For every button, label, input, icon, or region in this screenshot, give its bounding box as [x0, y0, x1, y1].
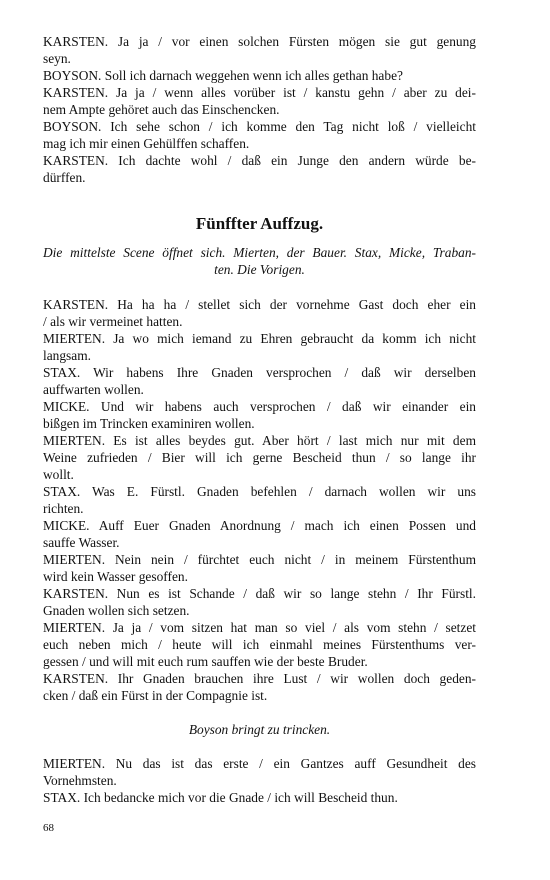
speech-line: KARSTEN. Ich dachte wohl / daß ein Junge den andern würde be- [43, 153, 476, 168]
speech [43, 364, 476, 398]
speech-line: KARSTEN. Ja ja / vor einen solchen Fürsten mögen sie gut genung [43, 34, 476, 49]
speech-line: nem Ampte gehöret auch das Einschencken. [43, 102, 280, 117]
speech-line: STAX. Was E. Fürstl. Gnaden befehlen / darnach wollen wir uns [43, 484, 476, 499]
speech-line: MICKE. Und wir habens auch versprochen / daß wir einander ein [43, 399, 476, 414]
speech-line: richten. [43, 501, 84, 516]
speech-line: wird kein Wasser gesoffen. [43, 569, 188, 584]
speech-line: BOYSON. Soll ich darnach weggehen wenn ich alles gethan habe? [43, 68, 403, 83]
speech-line: dürffen. [43, 170, 86, 185]
speech [43, 585, 476, 619]
speech-line: MIERTEN. Ja wo mich iemand zu Ehren gebraucht da komm ich nicht [43, 331, 476, 346]
speech-line: Weine zufrieden / Bier will ich gerne Bescheid thun / so lange ihr [43, 450, 476, 465]
speech-line: Vornehmsten. [43, 773, 117, 788]
stage-direction: Boyson bringt zu trincken. [188, 722, 331, 737]
speech [43, 152, 476, 186]
dialogue-before-act [43, 33, 476, 186]
speech-line: KARSTEN. Ja ja / wenn alles vorüber ist / kanstu gehn / aber zu dei- [43, 85, 476, 100]
speech [43, 398, 476, 432]
speech [43, 330, 476, 364]
speech-line: euch neben mich / heute will ich einmahl meines Fürstenthums ver- [43, 637, 476, 652]
speech-line: seyn. [43, 51, 71, 66]
speech [43, 432, 476, 483]
act-title: Fünffter Auffzug. [195, 214, 324, 233]
speech-line: bißgen im Trincken examiniren wollen. [43, 416, 255, 431]
speech-line: MIERTEN. Es ist alles beydes gut. Aber hört / last mich nur mit dem [43, 433, 476, 448]
speech-line: MIERTEN. Nein nein / fürchtet euch nicht / in meinem Fürstenthum [43, 552, 476, 567]
stage-direction-line: Die mittelste Scene öffnet sich. Mierten, der Bauer. Stax, Micke, Traban- [43, 245, 476, 260]
page-number: 68 [43, 822, 54, 834]
speech-line: langsam. [43, 348, 91, 363]
speech [43, 551, 476, 585]
speech-line: STAX. Ich bedancke mich vor die Gnade / ich will Bescheid thun. [43, 790, 398, 805]
speech [43, 296, 476, 330]
speech [43, 670, 476, 704]
speech [43, 755, 476, 789]
speech-line: / als wir vermeinet hatten. [43, 314, 183, 329]
speech [43, 118, 476, 152]
speech-line: MIERTEN. Nu das ist das erste / ein Gantzes auff Gesundheit des [43, 756, 476, 771]
dialogue-act-five [43, 296, 476, 704]
speech [43, 789, 476, 806]
speech [43, 619, 476, 670]
speech-line: STAX. Wir habens Ihre Gnaden versprochen / daß wir derselben [43, 365, 476, 380]
speech-line: MIERTEN. Ja ja / vom sitzen hat man so viel / als vom stehn / setzet [43, 620, 476, 635]
speech [43, 483, 476, 517]
speech [43, 84, 476, 118]
speech-line: sauffe Wasser. [43, 535, 120, 550]
speech-line: wollt. [43, 467, 74, 482]
speech-line: mag ich mir einen Gehülffen schaffen. [43, 136, 250, 151]
section-gap [43, 278, 476, 296]
dialogue-after-direction [43, 755, 476, 806]
speech-line: Gnaden wollen sich setzen. [43, 603, 190, 618]
speech [43, 67, 476, 84]
speech [43, 33, 476, 67]
speech-line: cken / daß ein Fürst in der Compagnie ist. [43, 688, 268, 703]
speech-line: gessen / und will mit euch rum sauffen wie der beste Bruder. [43, 654, 368, 669]
speech-line: KARSTEN. Ha ha ha / stellet sich der vornehme Gast doch eher ein [43, 297, 476, 312]
opening-stage-direction [43, 244, 476, 278]
stage-direction-line: ten. Die Vorigen. [214, 262, 305, 277]
speech-line: KARSTEN. Ihr Gnaden brauchen ihre Lust / wir wollen doch geden- [43, 671, 476, 686]
speech-line: KARSTEN. Nun es ist Schande / daß wir so lange stehn / Ihr Fürstl. [43, 586, 476, 601]
speech [43, 517, 476, 551]
speech-line: MICKE. Auff Euer Gnaden Anordnung / mach ich einen Possen und [43, 518, 476, 533]
speech-line: BOYSON. Ich sehe schon / ich komme den Tag nicht loß / vielleicht [43, 119, 476, 134]
speech-line: auffwarten wollen. [43, 382, 144, 397]
